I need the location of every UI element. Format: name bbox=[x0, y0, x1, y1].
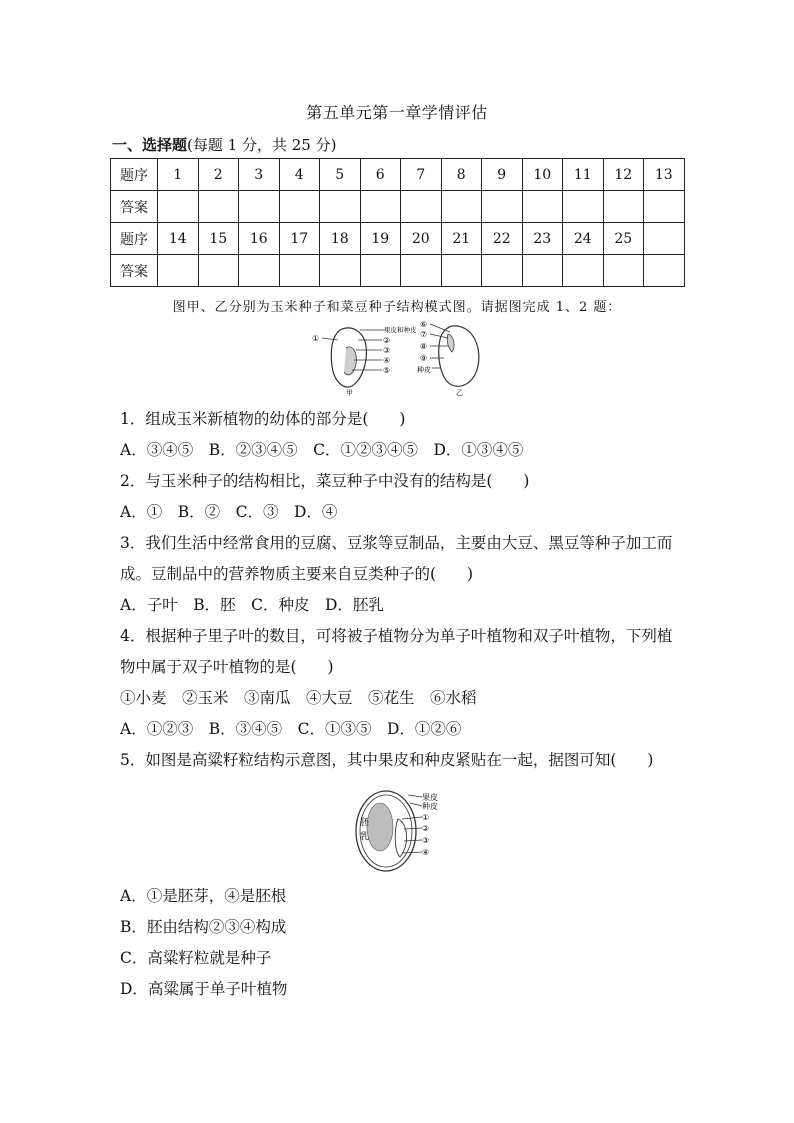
index-cell: 10 bbox=[522, 159, 563, 191]
table-row-answer-1 bbox=[111, 191, 685, 223]
fig-label: ⑤ bbox=[383, 366, 391, 375]
fig-label: ② bbox=[383, 336, 391, 345]
fig-label: ⑧ bbox=[420, 342, 428, 351]
fig-label: 胚 bbox=[360, 818, 370, 828]
seed-diagram bbox=[312, 318, 492, 396]
answer-cell[interactable] bbox=[563, 191, 604, 223]
answer-cell[interactable] bbox=[401, 255, 442, 287]
index-cell: 1 bbox=[158, 159, 199, 191]
answer-cell[interactable] bbox=[522, 255, 563, 287]
question-1-stem: 1．组成玉米新植物的幼体的部分是( ) bbox=[120, 410, 406, 428]
seed-structure-figure bbox=[312, 318, 492, 400]
fig-label: ② bbox=[422, 824, 430, 833]
answer-cell[interactable] bbox=[158, 191, 199, 223]
answer-cell[interactable] bbox=[360, 191, 401, 223]
row-label: 题序 bbox=[111, 223, 158, 255]
index-cell: 2 bbox=[198, 159, 239, 191]
index-cell: 12 bbox=[603, 159, 644, 191]
answer-cell[interactable] bbox=[603, 191, 644, 223]
fig-label: ⑨ bbox=[420, 354, 428, 363]
fig-label: ④ bbox=[422, 848, 430, 857]
section-heading bbox=[112, 134, 336, 155]
index-cell: 19 bbox=[360, 223, 401, 255]
section-note: (每题 1 分，共 25 分) bbox=[187, 136, 337, 154]
index-cell: 15 bbox=[198, 223, 239, 255]
index-cell: 25 bbox=[603, 223, 644, 255]
fig-label: ① bbox=[422, 813, 430, 822]
index-cell: 14 bbox=[158, 223, 199, 255]
index-cell: 4 bbox=[279, 159, 320, 191]
index-cell: 18 bbox=[320, 223, 361, 255]
question-4-options: A．①②③ B．③④⑤ C．①③⑤ D．①②⑥ bbox=[120, 720, 462, 738]
answer-cell[interactable] bbox=[441, 191, 482, 223]
answer-cell[interactable] bbox=[239, 255, 280, 287]
question-4-stem: 4．根据种子里子叶的数目，可将被子植物分为单子叶植物和双子叶植物，下列植物中属于双子叶植物的是( ) bbox=[120, 627, 673, 676]
fig-label: 果皮和种皮 bbox=[384, 326, 417, 334]
answer-cell[interactable] bbox=[360, 255, 401, 287]
answer-cell[interactable] bbox=[198, 191, 239, 223]
index-cell: 22 bbox=[482, 223, 523, 255]
question-5-option-d: D．高粱属于单子叶植物 bbox=[120, 980, 288, 998]
question-2-stem: 2．与玉米种子的结构相比，菜豆种子中没有的结构是( ) bbox=[120, 472, 530, 490]
question-5-option-a: A．①是胚芽，④是胚根 bbox=[120, 887, 287, 905]
index-cell: 3 bbox=[239, 159, 280, 191]
fig-label: 果皮 bbox=[422, 793, 438, 802]
question-5-option-c: C．高粱籽粒就是种子 bbox=[120, 949, 272, 967]
fig-label: 种皮 bbox=[422, 802, 438, 811]
table-row-index-1 bbox=[111, 159, 685, 191]
answer-cell[interactable] bbox=[482, 191, 523, 223]
fig-label: 种皮 bbox=[417, 366, 431, 374]
answer-cell[interactable] bbox=[563, 255, 604, 287]
question-3-stem: 3．我们生活中经常食用的豆腐、豆浆等豆制品，主要由大豆、黑豆等种子加工而成。豆制品中的营养物质主要来自豆类种子的( ) bbox=[120, 534, 673, 583]
table-row-answer-2 bbox=[111, 255, 685, 287]
page-title: 第五单元第一章学情评估 bbox=[306, 103, 488, 122]
caption-b: 乙 bbox=[456, 389, 463, 396]
question-5-option-b: B．胚由结构②③④构成 bbox=[120, 918, 287, 936]
fig-label: ③ bbox=[383, 346, 391, 355]
answer-cell[interactable] bbox=[522, 191, 563, 223]
question-3-options: A．子叶 B．胚 C．种皮 D．胚乳 bbox=[120, 596, 384, 614]
fig-label: ⑥ bbox=[420, 320, 428, 329]
fig-label: ③ bbox=[422, 836, 430, 845]
caption-a: 甲 bbox=[346, 389, 353, 396]
row-label: 答案 bbox=[111, 255, 158, 287]
question-2-options: A．① B．② C．③ D．④ bbox=[120, 503, 338, 521]
index-cell bbox=[644, 223, 685, 255]
answer-cell[interactable] bbox=[401, 191, 442, 223]
answer-cell[interactable] bbox=[644, 255, 685, 287]
table-row-index-2 bbox=[111, 223, 685, 255]
answer-table bbox=[110, 158, 685, 287]
index-cell: 16 bbox=[239, 223, 280, 255]
answer-cell[interactable] bbox=[320, 191, 361, 223]
answer-cell[interactable] bbox=[158, 255, 199, 287]
section-label: 一、选择题 bbox=[112, 136, 188, 154]
index-cell: 9 bbox=[482, 159, 523, 191]
index-cell: 5 bbox=[320, 159, 361, 191]
index-cell: 8 bbox=[441, 159, 482, 191]
index-cell: 11 bbox=[563, 159, 604, 191]
answer-cell[interactable] bbox=[198, 255, 239, 287]
sorghum-figure bbox=[354, 785, 444, 879]
answer-cell[interactable] bbox=[279, 191, 320, 223]
answer-cell[interactable] bbox=[603, 255, 644, 287]
index-cell: 6 bbox=[360, 159, 401, 191]
question-5-stem: 5．如图是高粱籽粒结构示意图，其中果皮和种皮紧贴在一起，据图可知( ) bbox=[120, 751, 654, 769]
intro-text: 图甲、乙分别为玉米种子和菜豆种子结构模式图。请据图完成 1、2 题： bbox=[172, 300, 622, 315]
answer-cell[interactable] bbox=[279, 255, 320, 287]
row-label: 答案 bbox=[111, 191, 158, 223]
fig-label: 乳 bbox=[360, 832, 370, 842]
index-cell: 23 bbox=[522, 223, 563, 255]
index-cell: 17 bbox=[279, 223, 320, 255]
fig-label: ⑦ bbox=[420, 330, 428, 339]
answer-cell[interactable] bbox=[320, 255, 361, 287]
answer-cell[interactable] bbox=[482, 255, 523, 287]
index-cell: 24 bbox=[563, 223, 604, 255]
sorghum-diagram bbox=[354, 785, 444, 875]
question-4-list: ①小麦 ②玉米 ③南瓜 ④大豆 ⑤花生 ⑥水稻 bbox=[120, 689, 477, 707]
fig-label: ① bbox=[312, 334, 320, 343]
answer-cell[interactable] bbox=[239, 191, 280, 223]
index-cell: 13 bbox=[644, 159, 685, 191]
index-cell: 20 bbox=[401, 223, 442, 255]
answer-cell[interactable] bbox=[644, 191, 685, 223]
index-cell: 21 bbox=[441, 223, 482, 255]
row-label: 题序 bbox=[111, 159, 158, 191]
answer-cell[interactable] bbox=[441, 255, 482, 287]
question-1-options: A．③④⑤ B．②③④⑤ C．①②③④⑤ D．①③④⑤ bbox=[120, 441, 524, 459]
index-cell: 7 bbox=[401, 159, 442, 191]
fig-label: ④ bbox=[383, 356, 391, 365]
